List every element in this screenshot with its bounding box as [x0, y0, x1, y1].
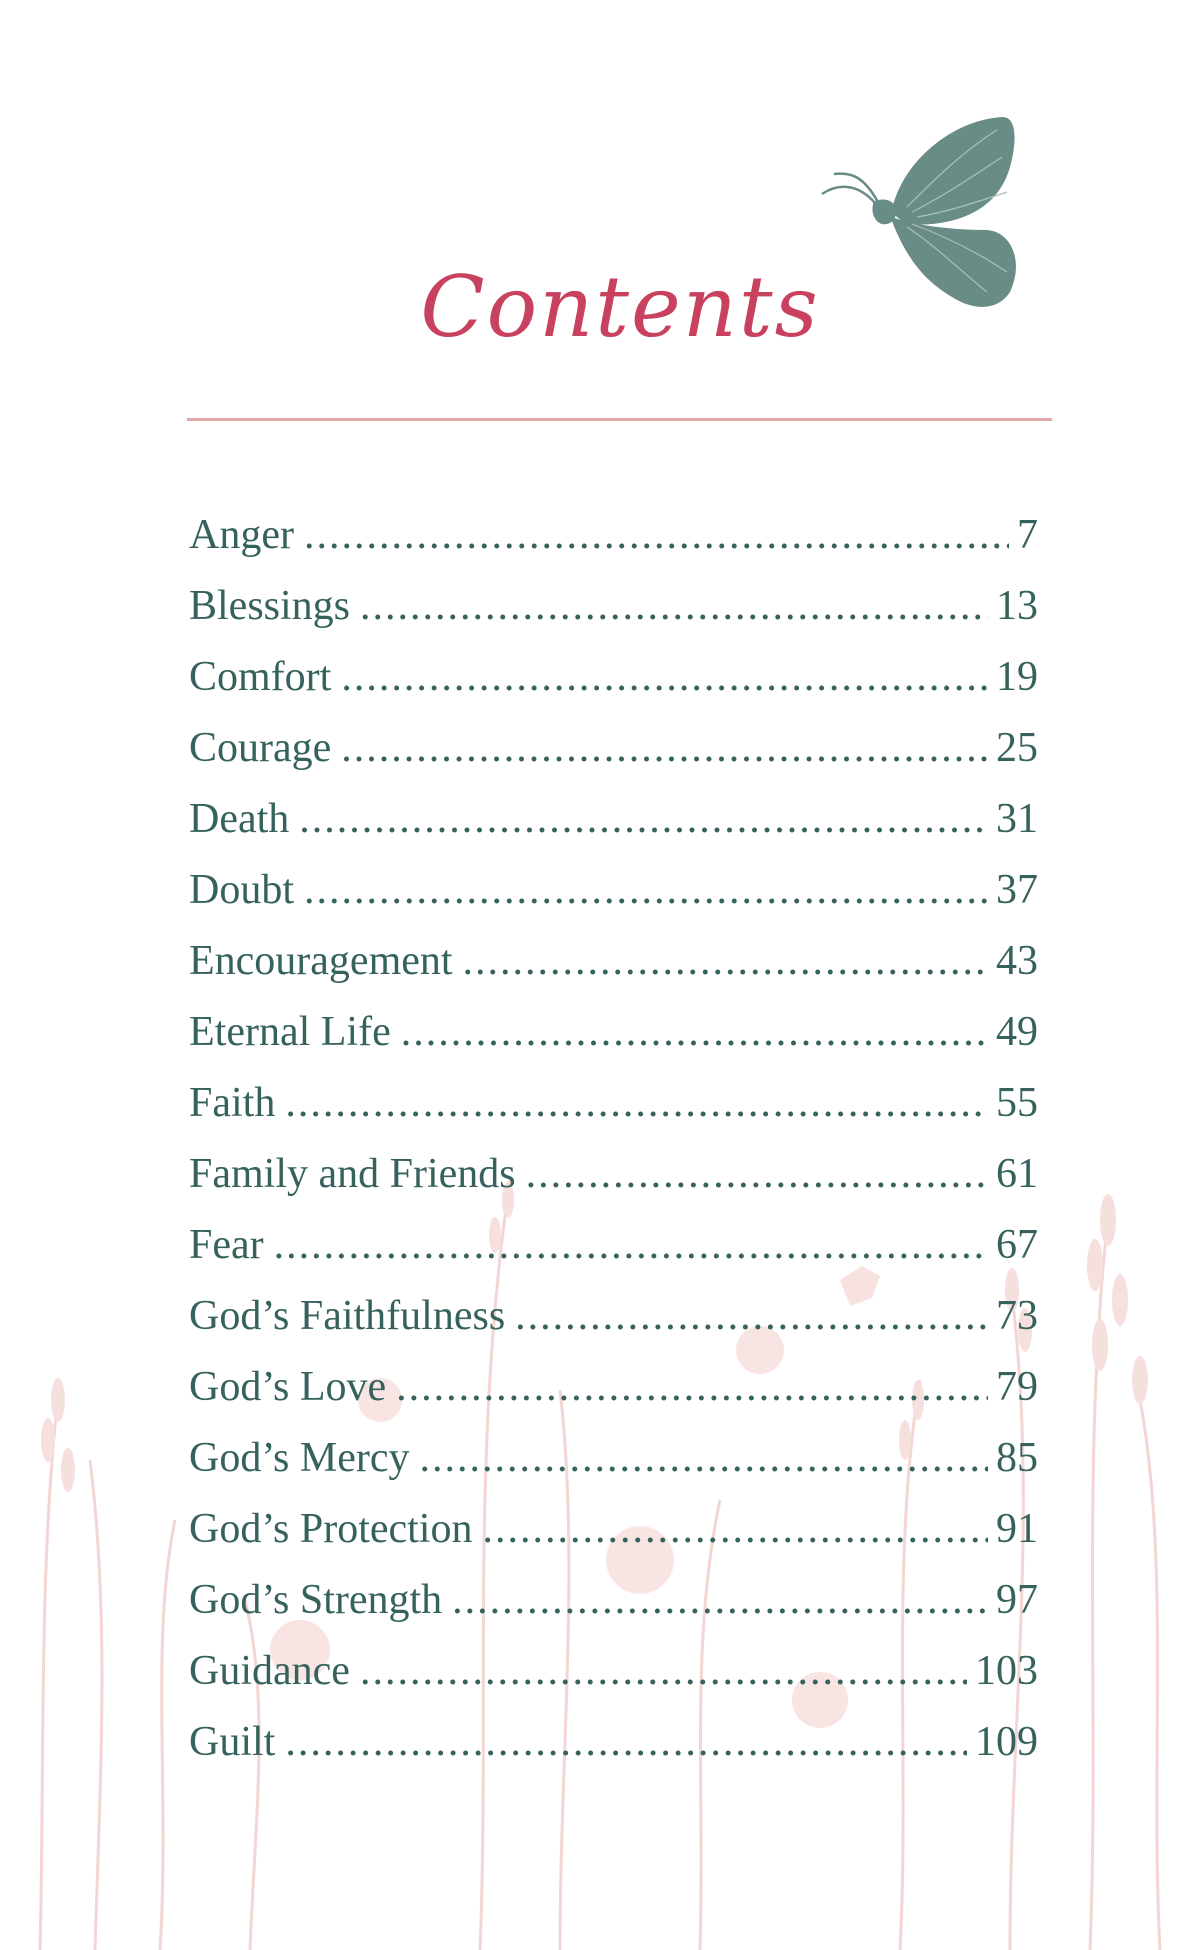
toc-page-number: 19	[996, 654, 1038, 700]
toc-entry-label: Anger	[189, 512, 294, 558]
toc-leader-dots	[341, 642, 988, 713]
toc-entry-gods-protection[interactable]	[189, 1494, 1038, 1565]
toc-page-number: 73	[996, 1293, 1038, 1339]
toc-entry-label: Death	[189, 796, 290, 842]
toc-leader-dots	[452, 1565, 988, 1636]
toc-entry-label: God’s Faithfulness	[189, 1293, 506, 1339]
toc-leader-dots	[341, 713, 988, 784]
toc-page-number: 67	[996, 1222, 1038, 1268]
toc-entry-label: Family and Friends	[189, 1151, 516, 1197]
toc-entry-gods-strength[interactable]	[189, 1565, 1038, 1636]
toc-entry-gods-faithfulness[interactable]	[189, 1281, 1038, 1352]
toc-page-number: 85	[996, 1435, 1038, 1481]
toc-leader-dots	[463, 926, 988, 997]
toc-page-number: 109	[975, 1719, 1038, 1765]
page-title: Contents	[420, 258, 820, 356]
toc-entry-label: Eternal Life	[189, 1009, 391, 1055]
toc-leader-dots	[396, 1352, 988, 1423]
toc-entry-label: Comfort	[189, 654, 332, 700]
toc-entry-label: God’s Mercy	[189, 1435, 410, 1481]
toc-leader-dots	[482, 1494, 988, 1565]
toc-entry-guidance[interactable]	[189, 1636, 1038, 1707]
toc-entry-anger[interactable]	[189, 500, 1038, 571]
toc-leader-dots	[299, 784, 988, 855]
toc-entry-encouragement[interactable]	[189, 926, 1038, 997]
toc-page-number: 61	[996, 1151, 1038, 1197]
toc-page-number: 55	[996, 1080, 1038, 1126]
toc-entry-death[interactable]	[189, 784, 1038, 855]
toc-page-number: 43	[996, 938, 1038, 984]
toc-page-number: 31	[996, 796, 1038, 842]
toc-leader-dots	[360, 571, 988, 642]
toc-leader-dots	[285, 1068, 988, 1139]
toc-entry-label: Guidance	[189, 1648, 350, 1694]
toc-leader-dots	[526, 1139, 988, 1210]
toc-leader-dots	[274, 1210, 988, 1281]
toc-page-number: 13	[996, 583, 1038, 629]
toc-page-number: 97	[996, 1577, 1038, 1623]
toc-entry-gods-mercy[interactable]	[189, 1423, 1038, 1494]
toc-page-number: 91	[996, 1506, 1038, 1552]
toc-page-number: 7	[1017, 512, 1038, 558]
toc-entry-label: Faith	[189, 1080, 276, 1126]
toc-page-number: 37	[996, 867, 1038, 913]
toc-entry-guilt[interactable]	[189, 1707, 1038, 1778]
toc-page-number: 49	[996, 1009, 1038, 1055]
title-divider	[187, 418, 1052, 421]
toc-page-number: 79	[996, 1364, 1038, 1410]
toc-entry-gods-love[interactable]	[189, 1352, 1038, 1423]
toc-entry-label: God’s Strength	[189, 1577, 443, 1623]
toc-entry-label: Doubt	[189, 867, 294, 913]
toc-leader-dots	[285, 1707, 967, 1778]
toc-entry-label: God’s Protection	[189, 1506, 473, 1552]
toc-entry-label: Encouragement	[189, 938, 453, 984]
toc-entry-label: Fear	[189, 1222, 264, 1268]
toc-leader-dots	[515, 1281, 988, 1352]
table-of-contents	[189, 500, 1038, 1778]
toc-leader-dots	[401, 997, 988, 1068]
toc-entry-eternal-life[interactable]	[189, 997, 1038, 1068]
toc-entry-label: God’s Love	[189, 1364, 387, 1410]
toc-entry-label: Guilt	[189, 1719, 276, 1765]
toc-entry-label: Blessings	[189, 583, 351, 629]
toc-page-number: 103	[975, 1648, 1038, 1694]
toc-entry-fear[interactable]	[189, 1210, 1038, 1281]
toc-entry-comfort[interactable]	[189, 642, 1038, 713]
toc-entry-courage[interactable]	[189, 713, 1038, 784]
toc-entry-doubt[interactable]	[189, 855, 1038, 926]
toc-entry-blessings[interactable]	[189, 571, 1038, 642]
toc-entry-faith[interactable]	[189, 1068, 1038, 1139]
toc-leader-dots	[304, 855, 988, 926]
toc-page-number: 25	[996, 725, 1038, 771]
toc-entry-family-and-friends[interactable]	[189, 1139, 1038, 1210]
toc-leader-dots	[304, 500, 1009, 571]
toc-leader-dots	[419, 1423, 988, 1494]
toc-leader-dots	[360, 1636, 967, 1707]
toc-entry-label: Courage	[189, 725, 332, 771]
